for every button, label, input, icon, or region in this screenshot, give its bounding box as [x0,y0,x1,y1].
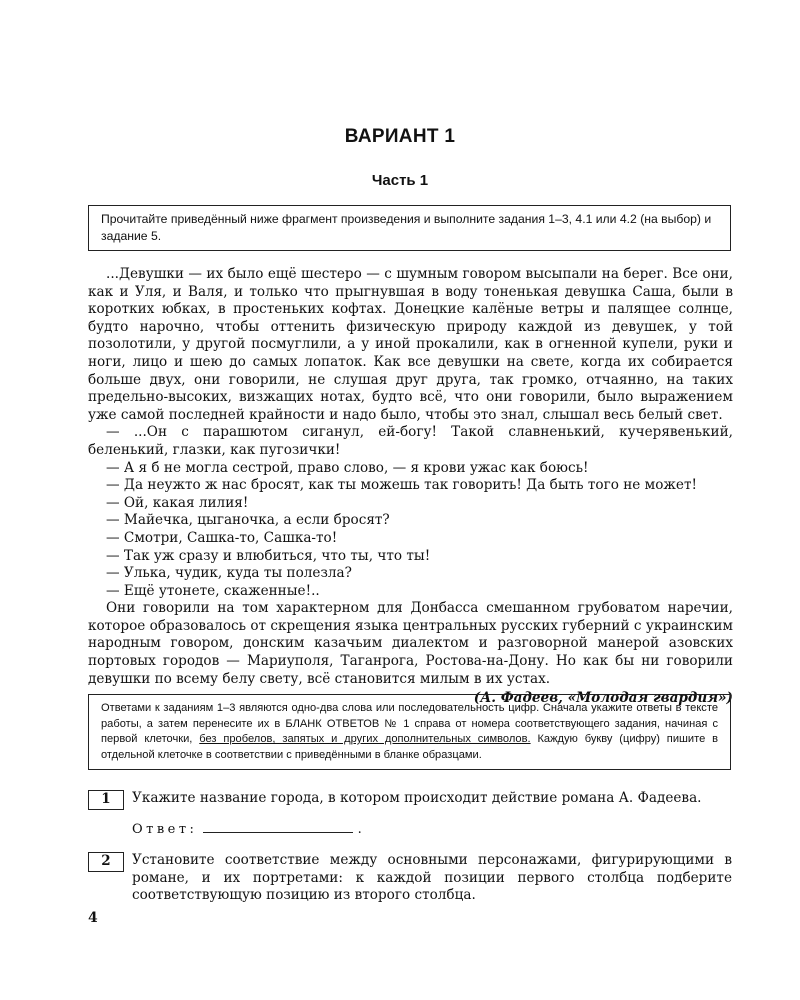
excerpt-dialogue-line: — Ещё утонете, скаженные!.. [106,582,320,599]
excerpt-dialogue-line: — ...Он с парашютом сиганул, ей-богу! Такой славненький, кучерявенький, беленький, глазки, как пугозички! [88,424,733,458]
instructions-box [88,205,731,251]
excerpt-paragraph: Они говорили на том характерном для Донбасса смешанном грубоватом наречии, которое образовалось от скрещения языка центральных русских губерний с украинским народным говором, донским казачьим диалектом и разговорной манерой азовских портовых городов — Мариуполя, Таганрога, Ростова-на-Дону. Но как бы ни говорили девушки по всему белу свету, всё становится милым в их устах. [88,600,733,687]
answer-period: . [357,822,362,837]
answer-line [132,820,362,837]
part-title: Часть 1 [371,172,429,189]
variant-title: ВАРИАНТ 1 [344,126,456,147]
answers-instructions-box [88,694,731,770]
excerpt-dialogue-line: — Улька, чудик, куда ты полезла? [106,565,352,582]
literary-excerpt [88,266,733,708]
task-text: Укажите название города, в котором происходит действие романа А. Фадеева. [132,790,702,806]
excerpt-dialogue-line: — А я б не могла сестрой, право слово, — я крови ужас как боюсь! [106,459,589,476]
answer-blank-field[interactable] [203,820,353,833]
excerpt-dialogue-line: — Так уж сразу и влюбиться, что ты, что ты! [106,547,431,564]
excerpt-dialogue-line: — Ой, какая лилия! [106,494,249,511]
excerpt-dialogue-line: — Майечка, цыганочка, а если бросят? [106,512,390,529]
excerpt-source: (А. Фадеев, «Молодая гвардия») [473,690,733,707]
page-number: 4 [88,910,98,926]
task-number-box: 2 [88,852,124,872]
answer-label: Ответ: [132,822,198,837]
task-number-box: 1 [88,790,124,810]
excerpt-dialogue-line: — Да неужто ж нас бросят, как ты можешь так говорить! Да быть того не может! [106,477,697,494]
excerpt-dialogue-line: — Смотри, Сашка-то, Сашка-то! [106,529,338,546]
task-text: Установите соответствие между основными персонажами, фигурирующими в романе, и их портретами: к каждой позиции первого столбца подберите соответствующую позицию из второго столбца. [132,852,732,904]
answers-note-underlined: без пробелов, запятых и других дополнительных символов. [199,733,531,745]
excerpt-paragraph: ...Девушки — их было ещё шестеро — с шумным говором высыпали на берег. Все они, как и Уля, и Валя, и только что прыгнувшая в воду тоненькая девушка Саша, были в коротких юбках, в простеньких кофтах. Донецкие калёные ветры и палящее солнце, будто нарочно, чтобы оттенить физическую природу каждой из девушек, у той позолотили, у другой посмуглили, а у иной прокалили, как в огненной купели, руки и ноги, лицо и шею до самых лопаток. Как все девушки на свете, когда их собирается больше двух, они говорили, не слушая друг друга, так громко, отчаянно, на таких предельно-высоких, визжащих нотах, будто всё, что они говорили, было выражением уже самой последней крайности и надо было, чтобы это знал, слышал весь белый свет. [88,266,733,423]
answers-note-text-end: Каждую букву (цифру) пишите в отдельной клеточке в соответствии с приведёнными в бланке образцами. [101,733,718,761]
instructions-text: Прочитайте приведённый ниже фрагмент произведения и выполните задания 1–3, 4.1 или 4.2 (на выбор) и задание 5. [101,212,712,243]
answers-note-text: Ответами к заданиям 1–3 являются одно-два слова или последовательность цифр. Сначала укажите ответы в тексте работы, а затем перенесите их в БЛАНК ОТВЕТОВ № 1 справа от номера соответствующего задания, начиная с первой клеточки, [101,702,718,745]
